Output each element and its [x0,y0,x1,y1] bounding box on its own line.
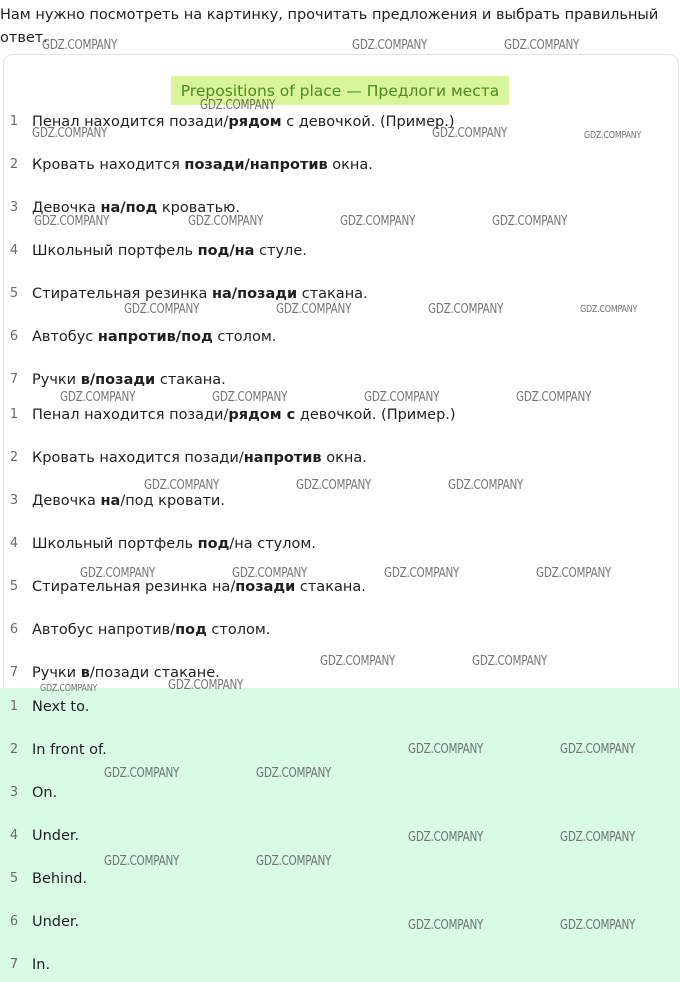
sentence-fragment: Школьный портфель [32,536,198,552]
watermark-text: GDZ.COMPANY [320,654,396,669]
answer-choice: позади/напротив [184,157,328,173]
watermark-text: GDZ.COMPANY [42,38,118,53]
sentence-fragment: стакана. [297,286,368,302]
answer-choice: в [80,665,90,681]
watermark-text: GDZ.COMPANY [40,683,98,694]
answer-choice: напротив [243,450,322,466]
answer-choice: на/позади [211,286,298,302]
watermark-text: GDZ.COMPANY [560,918,636,933]
answer-number: 2 [9,742,19,757]
title-wrap [0,76,680,105]
exercise-number: 2 [9,157,19,172]
sentence-fragment: Кровать находится [32,157,185,173]
sentence-fragment: стакана. [295,579,366,595]
exercise-text [32,368,226,392]
sentence-fragment: стуле. [254,243,307,259]
answer-text: Under. [32,914,80,930]
watermark-text: GDZ.COMPANY [584,130,642,141]
watermark-text: GDZ.COMPANY [504,38,580,53]
watermark-text: GDZ.COMPANY [408,830,484,845]
watermark-text: GDZ.COMPANY [364,390,440,405]
sentence-fragment: окна. [327,157,373,173]
watermark-text: GDZ.COMPANY [212,390,288,405]
watermark-text: GDZ.COMPANY [432,126,508,141]
sentence-fragment: Кровать находится позади/ [32,450,244,466]
watermark-text: GDZ.COMPANY [144,478,220,493]
exercise-text [32,153,373,177]
solution-number: 6 [9,622,19,637]
watermark-text: GDZ.COMPANY [276,302,352,317]
watermark-text: GDZ.COMPANY [168,678,244,693]
solution-number: 3 [9,493,19,508]
sentence-fragment: Ручки [32,665,81,681]
watermark-text: GDZ.COMPANY [124,302,200,317]
answer-text: Next to. [32,699,90,715]
watermark-text: GDZ.COMPANY [34,214,110,229]
sentence-fragment: Автобус [32,329,98,345]
watermark-text: GDZ.COMPANY [560,742,636,757]
answer-choice: на/под [100,200,158,216]
sentence-fragment: /под кровати. [120,493,225,509]
exercise-number: 3 [9,200,19,215]
sentence-fragment: Пенал находится позади/ [32,407,229,423]
answer-choice: под/на [197,243,255,259]
watermark-text: GDZ.COMPANY [104,766,180,781]
answer-number: 5 [9,871,19,886]
watermark-text: GDZ.COMPANY [492,214,568,229]
sentence-fragment: кроватью. [157,200,240,216]
sentence-fragment: Пенал находится позади/ [32,114,229,130]
watermark-text: GDZ.COMPANY [536,566,612,581]
sentence-fragment: окна. [321,450,367,466]
solution-text [32,618,270,642]
solution-number: 5 [9,579,19,594]
answer-choice: под [175,622,207,638]
intro-text: Нам нужно посмотреть на картинку, прочитать предложения и выбрать правильный ответ. [0,7,659,46]
answer-text: In. [32,957,51,973]
watermark-text: GDZ.COMPANY [352,38,428,53]
solution-number: 7 [9,665,19,680]
sentence-fragment: Девочка [32,200,101,216]
sentence-fragment: Школьный портфель [32,243,198,259]
sentence-fragment: столом. [212,329,277,345]
sentence-fragment: девочкой. (Пример.) [295,407,456,423]
exercise-number: 5 [9,286,19,301]
answer-number: 6 [9,914,19,929]
watermark-text: GDZ.COMPANY [408,742,484,757]
watermark-text: GDZ.COMPANY [256,854,332,869]
exercise-text [32,325,276,349]
watermark-text: GDZ.COMPANY [384,566,460,581]
answer-number: 4 [9,828,19,843]
sentence-fragment: /позади стакане. [89,665,220,681]
answer-text: Behind. [32,871,88,887]
sentence-fragment: столом. [206,622,271,638]
answer-choice: позади [235,579,296,595]
watermark-text: GDZ.COMPANY [232,566,308,581]
solution-text [32,532,316,556]
exercise-text [32,239,307,263]
answer-number: 1 [9,699,19,714]
exercise-number: 4 [9,243,19,258]
watermark-text: GDZ.COMPANY [32,126,108,141]
answer-number: 7 [9,957,19,972]
sentence-fragment: Стирательная резинка [32,286,212,302]
watermark-text: GDZ.COMPANY [428,302,504,317]
sentence-fragment: Автобус напротив/ [32,622,176,638]
watermark-text: GDZ.COMPANY [560,830,636,845]
sentence-fragment: Стирательная резинка на/ [32,579,236,595]
exercise-number: 6 [9,329,19,344]
watermark-text: GDZ.COMPANY [340,214,416,229]
watermark-text: GDZ.COMPANY [80,566,156,581]
solution-text [32,446,367,470]
answer-text: In front of. [32,742,107,758]
solution-text [32,403,456,427]
solution-number: 2 [9,450,19,465]
exercise-number: 1 [9,114,19,129]
answer-choice: рядом с [228,407,296,423]
answer-text: Under. [32,828,80,844]
watermark-text: GDZ.COMPANY [472,654,548,669]
watermark-text: GDZ.COMPANY [188,214,264,229]
sentence-fragment: с девочкой. (Пример.) [281,114,455,130]
watermark-text: GDZ.COMPANY [200,98,276,113]
sentence-fragment: Девочка [32,493,101,509]
exercise-number: 7 [9,372,19,387]
watermark-text: GDZ.COMPANY [296,478,372,493]
exercise-title: Prepositions of place — Предлоги места [171,76,510,105]
answer-choice: напротив/под [97,329,213,345]
solution-number: 1 [9,407,19,422]
answer-text: On. [32,785,58,801]
watermark-text: GDZ.COMPANY [256,766,332,781]
watermark-text: GDZ.COMPANY [580,304,638,315]
watermark-text: GDZ.COMPANY [516,390,592,405]
sentence-fragment: стакана. [155,372,226,388]
answer-choice: в/позади [80,372,156,388]
answer-choice: под [197,536,230,552]
solution-number: 4 [9,536,19,551]
answer-choice: рядом [228,114,282,130]
answer-choice: на [100,493,121,509]
watermark-text: GDZ.COMPANY [104,854,180,869]
watermark-text: GDZ.COMPANY [448,478,524,493]
answer-number: 3 [9,785,19,800]
sentence-fragment: Ручки [32,372,81,388]
watermark-text: GDZ.COMPANY [60,390,136,405]
sentence-fragment: /на стулом. [229,536,316,552]
watermark-text: GDZ.COMPANY [408,918,484,933]
